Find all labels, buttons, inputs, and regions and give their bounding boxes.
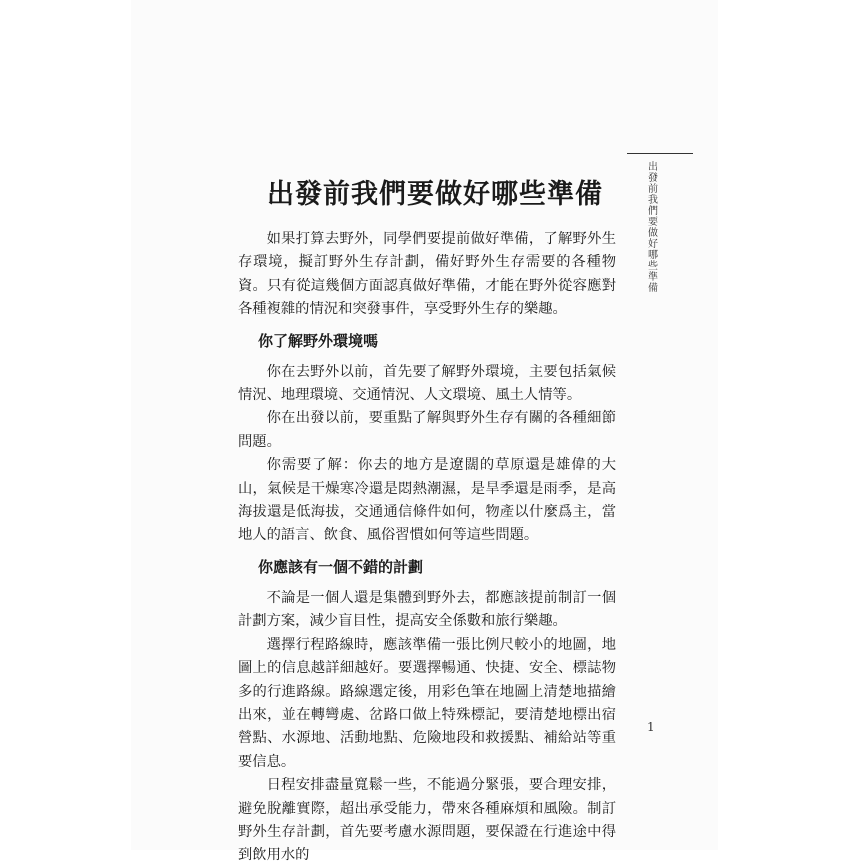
body-paragraph: 不論是一個人還是集體到野外去，都應該提前制訂一個計劃方案，減少盲目性，提高安全係數和旅行樂趣。 <box>238 589 616 630</box>
body-paragraph: 選擇行程路線時，應該準備一張比例尺較小的地圖，地圖上的信息越詳細越好。要選擇暢通、快捷、安全、標誌物多的行進路線。路線選定後，用彩色筆在地圖上清楚地描繪出來，並在轉彎處、岔路口做上特殊標記，要清楚地標出宿營點、水源地、活動地點、危險地段和救援點、補給站等重要信息。 <box>238 636 616 770</box>
section-heading-environment: 你了解野外環境嗎 <box>258 331 379 350</box>
body-paragraph: 你需要了解：你去的地方是遼闊的草原還是雄偉的大山，氣候是干燥寒冷還是悶熱潮濕，是旱季還是雨季，是高海拔還是低海拔，交通通信條件如何，物產以什麼爲主，當地人的語言、飲食、風俗習慣如何等這些問題。 <box>238 457 616 544</box>
chapter-title: 出發前我們要做好哪些準備 <box>267 179 603 210</box>
body-paragraph: 你在去野外以前，首先要了解野外環境，主要包括氣候情況、地理環境、交通情況、人文環境、風土人情等。 <box>238 363 616 404</box>
page-number: 1 <box>647 720 655 734</box>
body-paragraph: 日程安排盡量寬鬆一些，不能過分緊張，要合理安排，避免脫離實際，超出承受能力，帶來各種麻煩和風險。制訂野外生存計劃，首先要考慮水源問題，要保證在行進途中得到飲用水的 <box>238 777 616 864</box>
running-header: 出發前我們要做好哪些準備 <box>648 162 658 294</box>
section-heading-plan: 你應該有一個不錯的計劃 <box>258 557 424 576</box>
intro-paragraph: 如果打算去野外，同學們要提前做好準備，了解野外生存環境，擬訂野外生存計劃，備好野外生存需要的各種物資。只有從這幾個方面認真做好準備，才能在野外從容應對各種複雜的情況和突發事件，享受野外生存的樂趣。 <box>238 231 616 318</box>
chapter-body <box>238 228 616 868</box>
body-paragraph: 你在出發以前，要重點了解與野外生存有關的各種細節問題。 <box>238 410 616 450</box>
header-rule <box>627 153 693 154</box>
